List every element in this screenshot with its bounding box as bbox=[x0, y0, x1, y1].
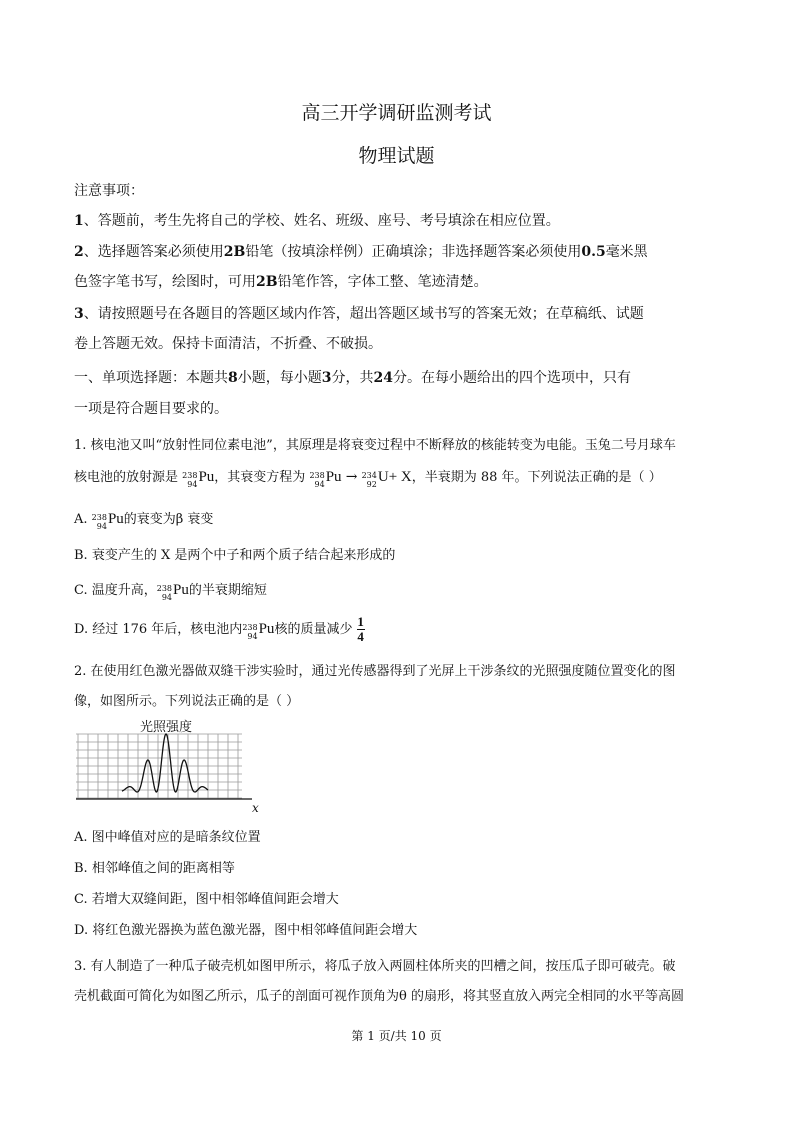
pu-mass: 238 bbox=[309, 471, 325, 480]
q1-stem-line2 bbox=[74, 466, 662, 489]
q3-stem-line1: 3. 有人制造了一种瓜子破壳机如图甲所示，将瓜子放入两圆柱体所夹的凹槽之间，按压瓜子即可破壳。破 bbox=[74, 959, 676, 974]
notice-item-2-l2a: 色签字笔书写，绘图时，可用 bbox=[74, 274, 256, 290]
notice-item-2-l2b: 2B bbox=[256, 274, 278, 290]
section-1-b: 8 bbox=[228, 370, 238, 386]
notice-item-1 bbox=[74, 210, 560, 230]
pu-mass: 238 bbox=[242, 623, 258, 632]
q1-opt-d-post: 核的质量减少 bbox=[274, 622, 353, 637]
intensity-curve bbox=[122, 734, 208, 792]
q1-option-d bbox=[74, 616, 365, 643]
pu-symbol: Pu bbox=[325, 469, 342, 485]
q2-option-d: D. 将红色激光器换为蓝色激光器，图中相邻峰值间距会增大 bbox=[74, 923, 418, 938]
q1-option-a bbox=[74, 508, 213, 531]
pu-mass: 238 bbox=[91, 513, 107, 522]
q1-opt-c-post: 的半衰期缩短 bbox=[188, 583, 267, 598]
interference-figure bbox=[74, 716, 264, 816]
u-mass: 234 bbox=[361, 471, 377, 480]
q1-line2-a: 核电池的放射源是 bbox=[74, 470, 179, 485]
q3-stem-line2: 壳机截面可简化为如图乙所示，瓜子的剖面可视作顶角为θ 的扇形，将其竖直放入两完全相同的水平等高圆 bbox=[74, 989, 684, 1004]
notice-item-2-d: 0.5 bbox=[581, 244, 606, 260]
pu-z: 94 bbox=[96, 522, 107, 531]
pu-symbol: Pu bbox=[107, 511, 124, 527]
decay-arrow: → bbox=[345, 469, 358, 485]
pu-mass: 238 bbox=[156, 584, 173, 593]
notice-item-2-b: 2B bbox=[223, 244, 246, 260]
nuclide-pu bbox=[182, 469, 214, 489]
notice-item-2 bbox=[74, 241, 648, 261]
frac-num: 1 bbox=[357, 614, 364, 629]
q2-option-b: B. 相邻峰值之间的距离相等 bbox=[74, 861, 235, 876]
q1-line2-b: ，其衰变方程为 bbox=[214, 470, 306, 485]
notice-item-2-l2c: 铅笔作答，字体工整、笔迹清楚。 bbox=[277, 274, 488, 290]
page-subtitle: 物理试题 bbox=[358, 145, 435, 167]
notice-item-3-num: 3 bbox=[74, 306, 84, 322]
notice-heading: 注意事项： bbox=[74, 183, 144, 199]
q2-option-c: C. 若增大双缝间距，图中相邻峰值间距会增大 bbox=[74, 892, 339, 907]
frac-den: 4 bbox=[357, 629, 364, 644]
notice-item-1-num: 1 bbox=[74, 213, 84, 229]
q1-stem-line1: 1. 核电池又叫“放射性同位素电池”，其原理是将衰变过程中不断释放的核能转变为电能。玉兔二号月球车 bbox=[74, 438, 676, 453]
q1-option-b: B. 衰变产生的 X 是两个中子和两个质子结合起来形成的 bbox=[74, 548, 396, 563]
notice-item-2-a: 、选择题答案必须使用 bbox=[83, 244, 224, 260]
section-1-e: 分，共 bbox=[331, 370, 374, 386]
q1-opt-c-pre: C. 温度升高， bbox=[74, 583, 157, 598]
section-1-a: 一、单项选择题：本题共 bbox=[74, 370, 228, 386]
nuclide-u bbox=[362, 469, 389, 489]
pu-z: 94 bbox=[187, 480, 198, 489]
figure-grid bbox=[76, 734, 242, 799]
notice-item-2-e: 毫米黑 bbox=[605, 244, 648, 260]
pu-mass: 238 bbox=[182, 471, 198, 480]
pu-symbol: Pu bbox=[258, 621, 275, 637]
notice-item-2-line2 bbox=[74, 271, 488, 291]
notice-item-3-line2: 卷上答题无效。保持卡面清洁，不折叠、不破损。 bbox=[74, 336, 382, 352]
section-1-c: 小题，每小题 bbox=[237, 370, 322, 386]
figure-xlabel: x bbox=[252, 801, 259, 815]
pu-symbol: Pu bbox=[173, 582, 189, 598]
pu-z: 94 bbox=[161, 593, 173, 602]
u-symbol: U bbox=[377, 469, 389, 485]
page-title: 高三开学调研监测考试 bbox=[301, 102, 492, 124]
section-1-g: 分。在每小题给出的四个选项中，只有 bbox=[392, 370, 631, 386]
page-footer: 第 1 页/共 10 页 bbox=[351, 1029, 442, 1043]
q1-line2-c: ，半衰期为 88 年。下列说法正确的是（ ） bbox=[411, 470, 662, 485]
q2-option-a: A. 图中峰值对应的是暗条纹位置 bbox=[74, 830, 261, 845]
q2-stem-line2: 像，如图所示。下列说法正确的是（ ） bbox=[74, 694, 300, 709]
section-1-f: 24 bbox=[373, 370, 393, 386]
fraction-one-quarter bbox=[357, 616, 365, 643]
pu-z: 94 bbox=[247, 632, 258, 641]
nuclide-pu-5 bbox=[242, 621, 274, 641]
notice-item-2-c: 铅笔（按填涂样例）正确填涂；非选择题答案必须使用 bbox=[245, 244, 582, 260]
pu-symbol: Pu bbox=[198, 469, 215, 485]
q1-opt-a-pre: A. bbox=[74, 512, 92, 527]
interference-figure-svg bbox=[74, 716, 264, 816]
pu-z: 94 bbox=[314, 480, 325, 489]
section-1-d: 3 bbox=[321, 370, 332, 386]
q1-option-c bbox=[74, 579, 267, 602]
notice-item-3-text: 、请按照题号在各题目的答题区域内作答，超出答题区域书写的答案无效；在草稿纸、试题 bbox=[83, 306, 644, 322]
section-1-line2: 一项是符合题目要求的。 bbox=[74, 401, 228, 417]
plus-x: + X bbox=[388, 469, 412, 485]
notice-item-3 bbox=[74, 303, 644, 323]
notice-item-1-text: 、答题前，考生先将自己的学校、姓名、班级、座号、考号填涂在相应位置。 bbox=[83, 213, 560, 229]
nuclide-pu-4 bbox=[157, 582, 189, 602]
q1-opt-a-post: 的衰变为β 衰变 bbox=[123, 512, 214, 527]
nuclide-pu-3 bbox=[92, 511, 124, 531]
notice-item-2-num: 2 bbox=[74, 244, 84, 260]
figure-ylabel: 光照强度 bbox=[140, 720, 193, 735]
u-z: 92 bbox=[366, 480, 377, 489]
nuclide-pu-2 bbox=[309, 469, 341, 489]
q1-opt-d-pre: D. 经过 176 年后，核电池内 bbox=[74, 622, 243, 637]
q2-stem-line1: 2. 在使用红色激光器做双缝干涉实验时，通过光传感器得到了光屏上干涉条纹的光照强度随位置变化的图 bbox=[74, 664, 676, 679]
section-1-heading bbox=[74, 367, 631, 387]
